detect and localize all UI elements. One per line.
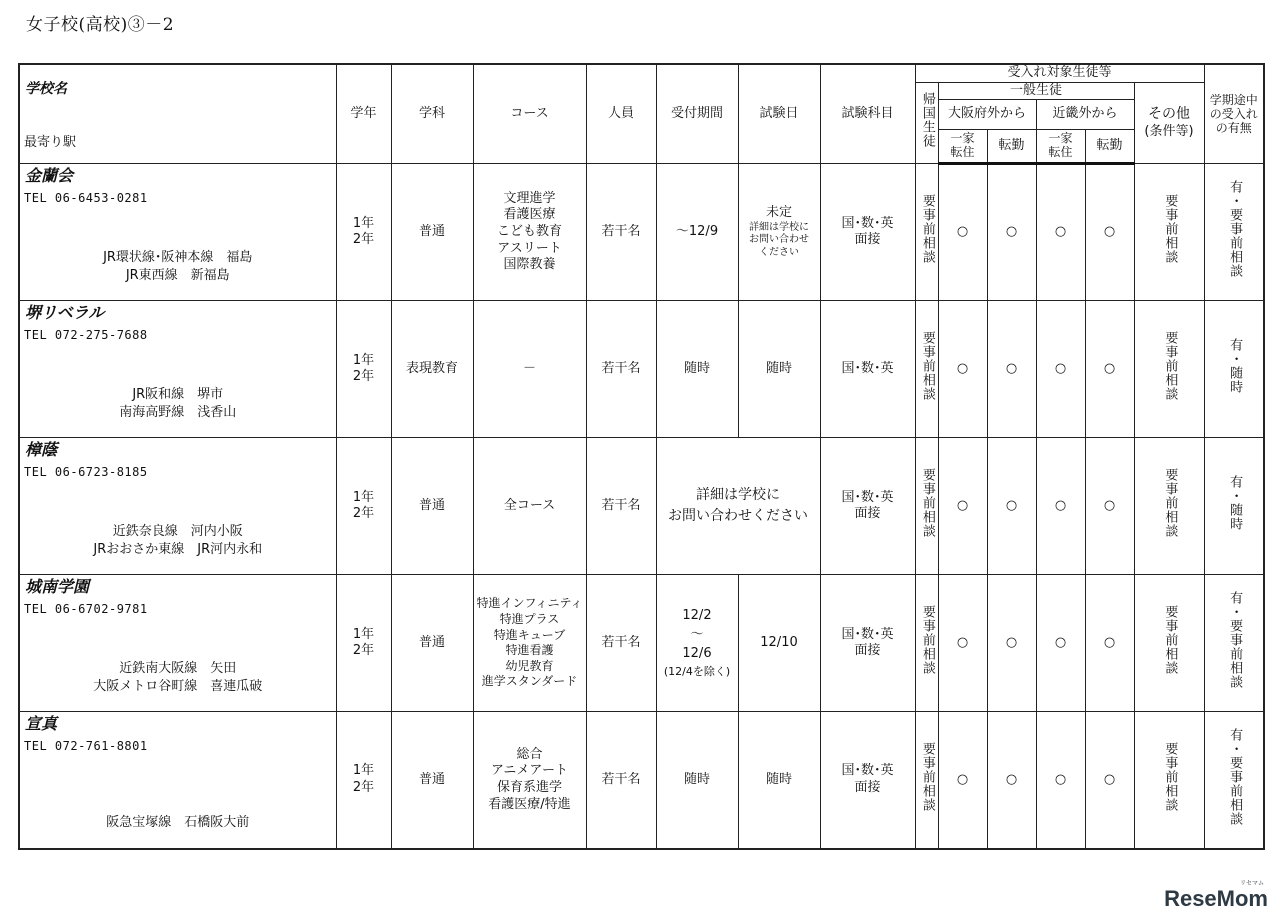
- mark-kinki-transfer: ○: [1085, 164, 1134, 301]
- school-tel: TEL 072-761-8801: [24, 739, 148, 754]
- header-target-students: 受入れ対象生徒等: [915, 64, 1204, 82]
- course-item: 特進プラス: [499, 612, 560, 627]
- mark-kinki-relocation: ○: [1036, 438, 1085, 575]
- mark-osaka-relocation: ○: [938, 712, 987, 849]
- table-row: [19, 438, 1264, 575]
- school-name: 城南学園: [25, 577, 90, 597]
- header-exam-date: 試験日: [738, 64, 820, 164]
- exam-date: 12/10: [738, 575, 820, 712]
- table-row: [19, 301, 1264, 438]
- department: 普通: [391, 164, 473, 301]
- header-school-name: 学校名 最寄り駅: [19, 64, 336, 164]
- course-item: 特進キューブ: [493, 627, 566, 642]
- nearest-stations: 近鉄南大阪線 矢田 大阪メトロ谷町線 喜連瓜破: [93, 661, 263, 694]
- school-cell: [19, 301, 336, 438]
- header-department: 学科: [391, 64, 473, 164]
- course-item: 国際教養: [503, 257, 556, 273]
- header-capacity: 人員: [586, 64, 656, 164]
- header-application-period: 受付期間: [656, 64, 738, 164]
- department: 普通: [391, 712, 473, 849]
- exam-date: 未定 詳細は学校に お問い合わせ ください: [738, 164, 820, 301]
- mark-osaka-transfer: ○: [987, 301, 1036, 438]
- header-exam-subjects: 試験科目: [820, 64, 915, 164]
- courses: [473, 438, 586, 575]
- school-tel: TEL 06-6453-0281: [24, 191, 148, 206]
- exam-subjects: 国･数･英 面接: [820, 438, 915, 575]
- returnee-condition: 要事前相談: [915, 301, 938, 438]
- grade: 1年 2年: [336, 164, 391, 301]
- returnee-condition: 要事前相談: [915, 164, 938, 301]
- nearest-stations: JR環状線･阪神本線 福島 JR東西線 新福島: [103, 250, 253, 283]
- course-item: 看護医療/特進: [488, 796, 571, 812]
- mark-kinki-relocation: ○: [1036, 575, 1085, 712]
- course-item: 幼児教育: [505, 658, 554, 673]
- application-period: ～12/9: [656, 164, 738, 301]
- table-row: [19, 712, 1264, 849]
- capacity: 若干名: [586, 164, 656, 301]
- header-family-relocation-osaka: 一家 転住: [938, 130, 987, 164]
- school-name: 堺リベラル: [25, 303, 105, 323]
- mark-osaka-relocation: ○: [938, 438, 987, 575]
- mark-kinki-transfer: ○: [1085, 575, 1134, 712]
- school-tel: TEL 06-6723-8185: [24, 465, 148, 480]
- course-item: 特進インフィニティ: [476, 596, 583, 611]
- course-item: アスリート: [497, 240, 562, 256]
- course-item: 保育系進学: [496, 780, 562, 795]
- school-cell: [19, 438, 336, 575]
- admissions-table: [18, 63, 1265, 850]
- mark-kinki-relocation: ○: [1036, 164, 1085, 301]
- period-exam-merged: 詳細は学校に お問い合わせください: [656, 438, 820, 575]
- department: 普通: [391, 438, 473, 575]
- header-returnee: 帰国生徒: [915, 82, 938, 164]
- application-period: 随時: [656, 301, 738, 438]
- capacity: 若干名: [586, 301, 656, 438]
- capacity: 若干名: [586, 575, 656, 712]
- header-grade: 学年: [336, 64, 391, 164]
- header-family-relocation-kinki: 一家 転住: [1036, 130, 1085, 164]
- grade: 1年 2年: [336, 438, 391, 575]
- exam-subjects: 国･数･英 面接: [820, 575, 915, 712]
- other-condition: 要事前相談: [1134, 164, 1204, 301]
- course-item: 総合: [516, 746, 543, 762]
- mark-kinki-transfer: ○: [1085, 712, 1134, 849]
- application-period: 12/2 ～ 12/6 (12/4を除く): [656, 575, 738, 712]
- courses: [473, 164, 586, 301]
- page-title: 女子校(高校)③－2: [26, 15, 175, 35]
- mark-osaka-relocation: ○: [938, 301, 987, 438]
- exam-date: 随時: [738, 712, 820, 849]
- other-condition: 要事前相談: [1134, 575, 1204, 712]
- mark-osaka-relocation: ○: [938, 575, 987, 712]
- midterm-acceptance: 有・要事前相談: [1204, 575, 1264, 712]
- exam-subjects: 国･数･英: [820, 301, 915, 438]
- courses: [473, 712, 586, 849]
- midterm-acceptance: 有・随時: [1204, 301, 1264, 438]
- mark-kinki-transfer: ○: [1085, 438, 1134, 575]
- returnee-condition: 要事前相談: [915, 712, 938, 849]
- courses: [473, 575, 586, 712]
- header-job-transfer-kinki: 転勤: [1085, 130, 1134, 164]
- exam-subjects: 国･数･英 面接: [820, 712, 915, 849]
- capacity: 若干名: [586, 438, 656, 575]
- mark-kinki-transfer: ○: [1085, 301, 1134, 438]
- other-condition: 要事前相談: [1134, 301, 1204, 438]
- nearest-stations: 阪急宝塚線 石橋阪大前: [106, 815, 250, 831]
- header-midterm: 学期途中の受入れの有無: [1204, 64, 1264, 164]
- header-job-transfer-osaka: 転勤: [987, 130, 1036, 164]
- school-tel: TEL 072-275-7688: [24, 328, 148, 343]
- midterm-acceptance: 有・要事前相談: [1204, 712, 1264, 849]
- course-item: 特進看護: [505, 643, 554, 658]
- exam-date: 随時: [738, 301, 820, 438]
- grade: 1年 2年: [336, 712, 391, 849]
- nearest-stations: 近鉄奈良線 河内小阪 JRおおさか東線 JR河内永和: [93, 524, 263, 557]
- school-tel: TEL 06-6702-9781: [24, 602, 148, 617]
- school-name: 宣真: [25, 714, 58, 734]
- course-item: －: [522, 360, 536, 376]
- school-cell: [19, 575, 336, 712]
- mark-kinki-relocation: ○: [1036, 712, 1085, 849]
- table-row: [19, 575, 1264, 712]
- course-item: こども教育: [496, 223, 562, 239]
- other-condition: 要事前相談: [1134, 712, 1204, 849]
- course-item: 進学スタンダード: [481, 674, 578, 689]
- other-condition: 要事前相談: [1134, 438, 1204, 575]
- application-period: 随時: [656, 712, 738, 849]
- mark-osaka-transfer: ○: [987, 164, 1036, 301]
- department: 普通: [391, 575, 473, 712]
- returnee-condition: 要事前相談: [915, 575, 938, 712]
- capacity: 若干名: [586, 712, 656, 849]
- nearest-stations: JR阪和線 堺市 南海高野線 浅香山: [119, 387, 237, 420]
- courses: [473, 301, 586, 438]
- table-row: [19, 164, 1264, 301]
- school-cell: [19, 712, 336, 849]
- grade: 1年 2年: [336, 301, 391, 438]
- header-course: コース: [473, 64, 586, 164]
- course-item: 全コース: [503, 497, 556, 513]
- school-name: 樟蔭: [25, 440, 58, 460]
- mark-osaka-transfer: ○: [987, 712, 1036, 849]
- school-cell: [19, 164, 336, 301]
- department: 表現教育: [391, 301, 473, 438]
- header-outside-kinki: 近畿外から: [1036, 100, 1134, 130]
- returnee-condition: 要事前相談: [915, 438, 938, 575]
- grade: 1年 2年: [336, 575, 391, 712]
- mark-osaka-transfer: ○: [987, 438, 1036, 575]
- header-outside-osaka: 大阪府外から: [938, 100, 1036, 130]
- mark-osaka-transfer: ○: [987, 575, 1036, 712]
- exam-subjects: 国･数･英 面接: [820, 164, 915, 301]
- course-item: 文理進学: [503, 190, 556, 206]
- school-name: 金蘭会: [25, 166, 74, 186]
- midterm-acceptance: 有・随時: [1204, 438, 1264, 575]
- resemom-logo: ReseMom リセマム: [1164, 881, 1268, 911]
- mark-osaka-relocation: ○: [938, 164, 987, 301]
- header-general-students: 一般生徒: [938, 82, 1134, 100]
- mark-kinki-relocation: ○: [1036, 301, 1085, 438]
- header-other: その他 (条件等): [1134, 82, 1204, 164]
- course-item: アニメアート: [491, 763, 568, 779]
- course-item: 看護医療: [503, 207, 556, 223]
- midterm-acceptance: 有・要事前相談: [1204, 164, 1264, 301]
